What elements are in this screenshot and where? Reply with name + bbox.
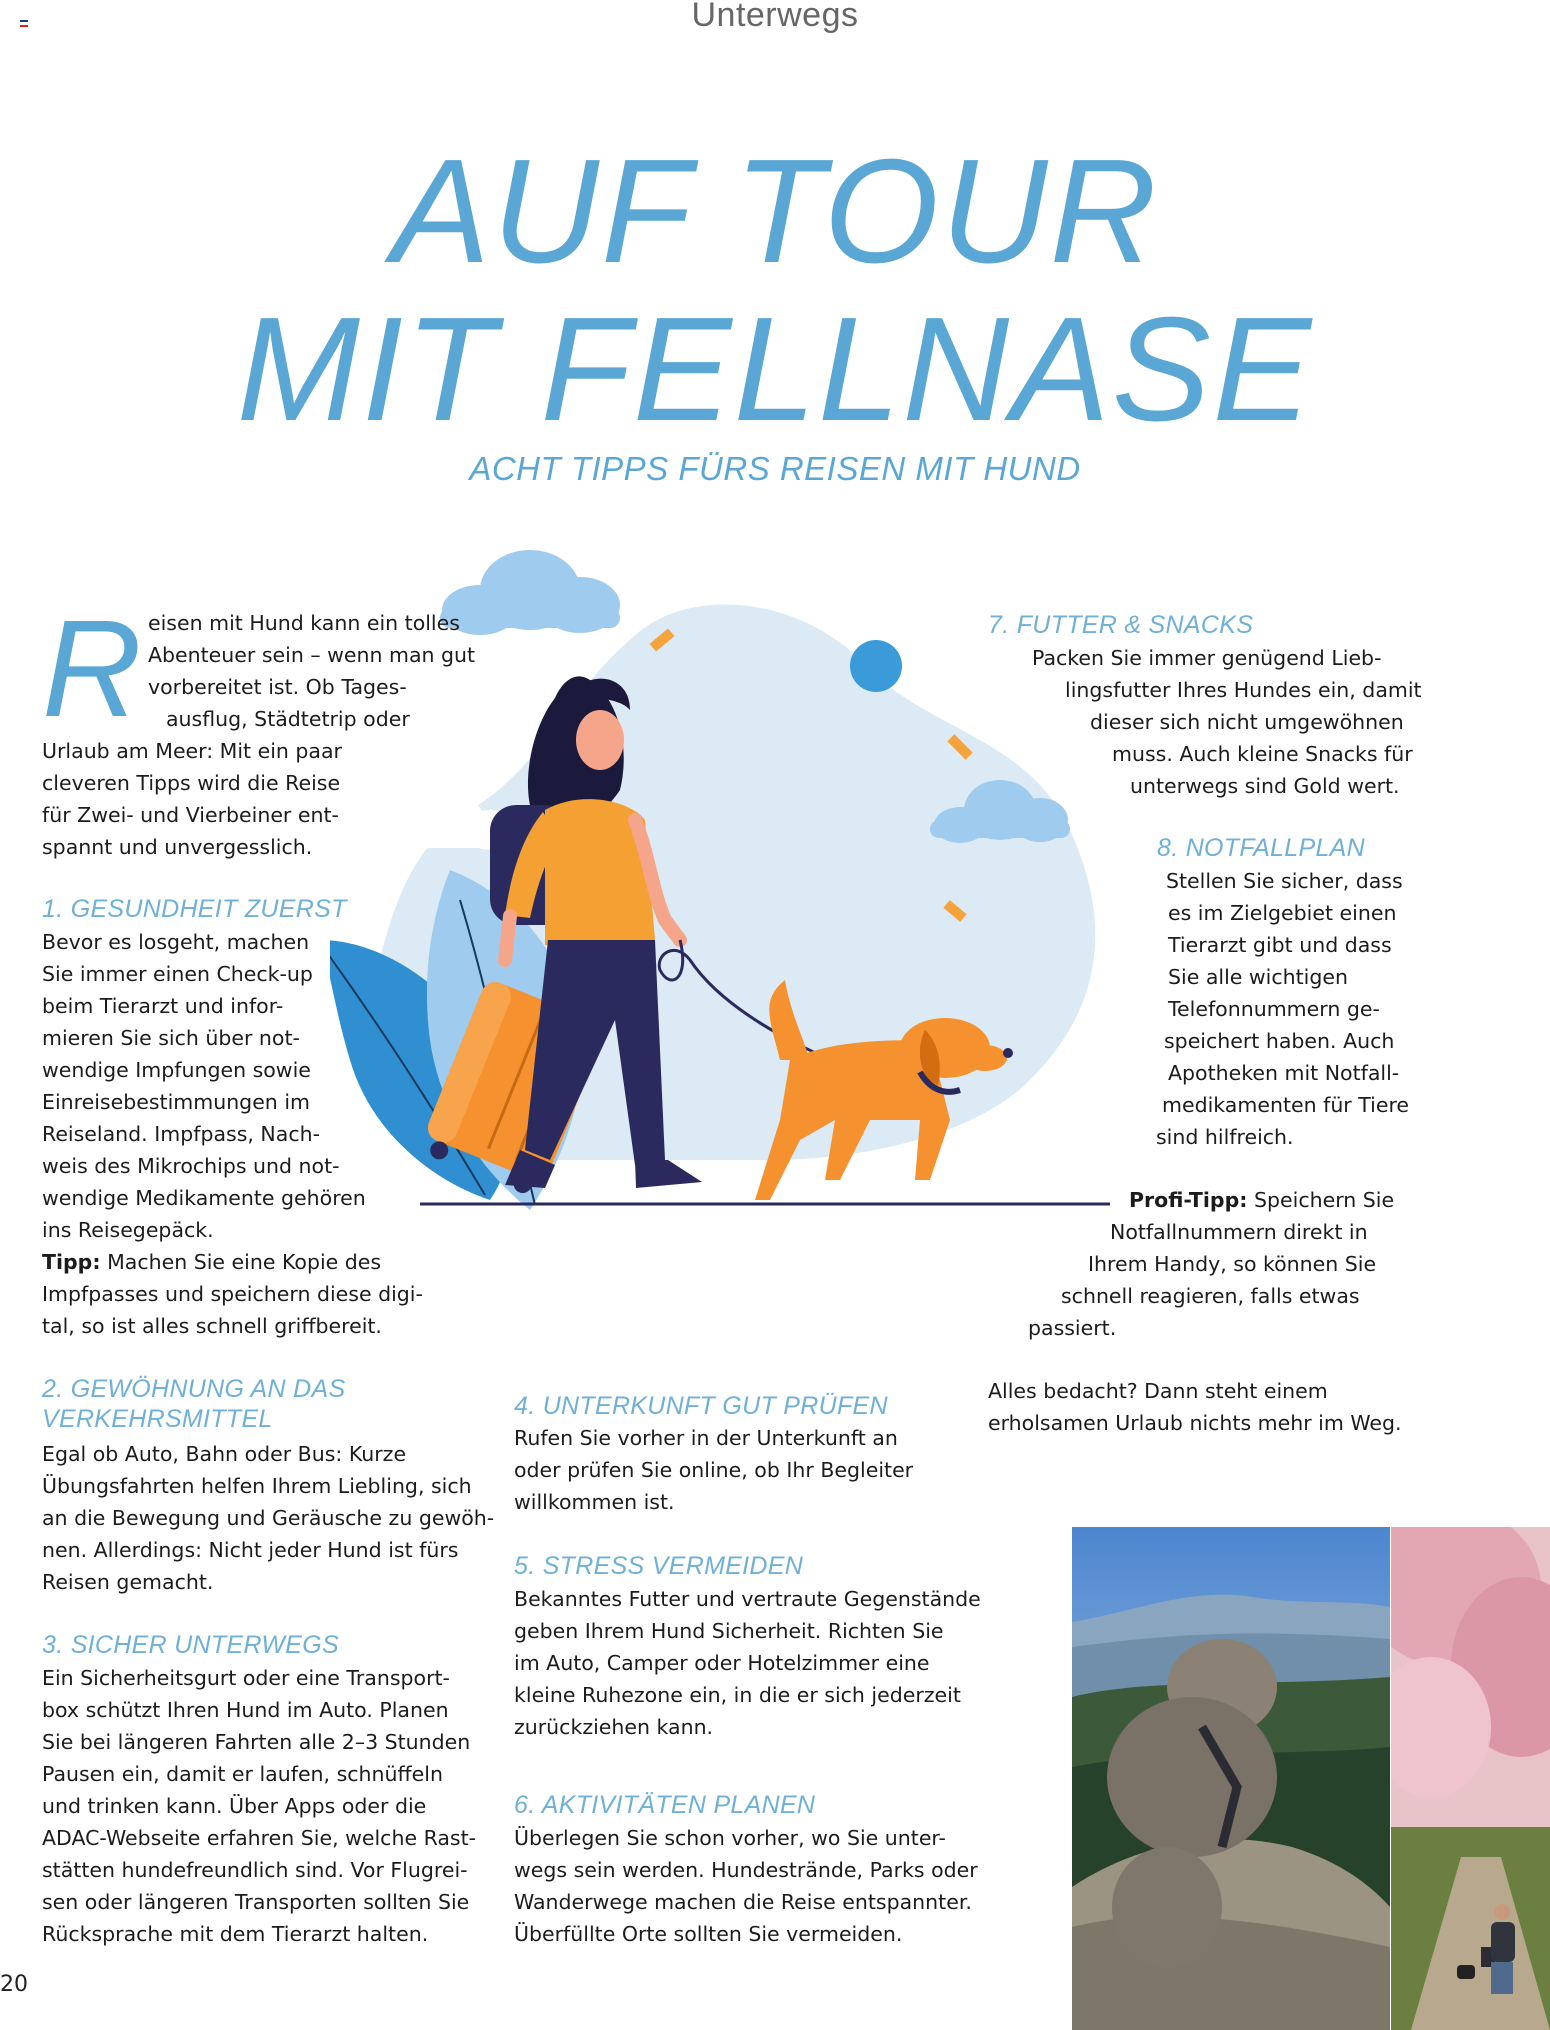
title-line-2: MIT FELLNASE xyxy=(236,287,1314,452)
tip-7-heading: 7. FUTTER & SNACKS xyxy=(988,611,1254,639)
tip-8-text: Stellen Sie sicher, dass es im Zielgebiet einen Tierarzt gibt und dass Sie alle wichtigen Telefonnummern ge- speichert haben. Auch Apotheken mit Notfall- medikamenten für Tiere sind hilfreich. xyxy=(1156,869,1410,1149)
tip-1-text: Bevor es losgeht, machen Sie immer einen Check-up beim Tierarzt und infor- mieren Sie sich über not- wendige Impfungen sowie Einreisebestimmungen im Reiseland. Impfpass, Nach- weis des Mikrochips und not- wendige Medikamente gehören ins Reisegepäck. Tipp: Machen Sie eine Kopie des Impfpasses und speichern diese digi- tal, so ist alles schnell griffbereit. xyxy=(42,930,423,1338)
photo-blossom-walk xyxy=(1391,1527,1550,2030)
profi-tipp: Profi-Tipp: Speichern Sie Notfallnummern direkt in Ihrem Handy, so können Sie schnell reagieren, falls etwas passiert. xyxy=(1028,1188,1395,1340)
tip-3-heading: 3. SICHER UNTERWEGS xyxy=(42,1631,339,1659)
tip-8-heading: 8. NOTFALLPLAN xyxy=(1157,834,1365,862)
tip-7-text: Packen Sie immer genügend Lieb- lingsfutter Ihres Hundes ein, damit dieser sich nicht umgewöhnen muss. Auch kleine Snacks für unterwegs sind Gold wert. xyxy=(1032,646,1422,798)
intro-lines-a: eisen mit Hund kann ein tolles Abenteuer sein – wenn man gut vorbereitet ist. Ob Tages- ausflug, Städtetrip oder xyxy=(148,611,476,731)
tip-2-text: Egal ob Auto, Bahn oder Bus: Kurze Übungsfahrten helfen Ihrem Liebling, sich an die Bewegung und Geräusche zu gewöh- nen. Allerdings: Nicht jeder Hund ist fürs Reisen gemacht. xyxy=(42,1442,495,1594)
tip-1-heading: 1. GESUNDHEIT ZUERST xyxy=(42,895,347,923)
sun xyxy=(850,640,902,692)
title-line-1: AUF TOUR xyxy=(391,129,1159,294)
tip-5-heading: 5. STRESS VERMEIDEN xyxy=(514,1552,804,1580)
page-number: 20 xyxy=(0,1972,28,1997)
drop-cap: R xyxy=(42,592,142,746)
tip-6-text: Überlegen Sie schon vorher, wo Sie unter- wegs sein werden. Hundestrände, Parks oder Wanderwege machen die Reise entspannter. Überfüllte Orte sollten Sie vermeiden. xyxy=(514,1826,978,1946)
tip-5-text: Bekanntes Futter und vertraute Gegenstände geben Ihrem Hund Sicherheit. Richten Sie im Auto, Camper oder Hotelzimmer eine kleine Ruhezone ein, in die er sich jederzeit zurückziehen kann. xyxy=(514,1587,981,1739)
tip-3-text: Ein Sicherheitsgurt oder eine Transport- box schützt Ihren Hund im Auto. Planen Sie bei längeren Fahrten alle 2–3 Stunden Pausen ein, damit er laufen, schnüffeln und trinken kann. Über Apps oder die ADAC-Webseite erfahren Sie, welche Rast- stätten hundefreundlich sind. Vor Flugrei- sen oder längeren Transporten sollten Sie Rücksprache mit dem Tierarzt halten. xyxy=(42,1666,477,1946)
closing-text: Alles bedacht? Dann steht einem erholsamen Urlaub nichts mehr im Weg. xyxy=(988,1379,1402,1435)
subtitle: ACHT TIPPS FÜRS REISEN MIT HUND xyxy=(469,450,1081,487)
photo-dog-mountain xyxy=(1072,1527,1390,2030)
tip-6-heading: 6. AKTIVITÄTEN PLANEN xyxy=(514,1791,816,1819)
section-label: Unterwegs xyxy=(691,0,859,34)
tip-4-text: Rufen Sie vorher in der Unterkunft an oder prüfen Sie online, ob Ihr Begleiter willkommen ist. xyxy=(514,1426,914,1514)
tip-2-heading: 2. GEWÖHNUNG AN DAS VERKEHRSMITTEL xyxy=(42,1375,346,1433)
tip-4-heading: 4. UNTERKUNFT GUT PRÜFEN xyxy=(514,1392,888,1420)
intro-lines-b: Urlaub am Meer: Mit ein paar cleveren Tipps wird die Reise für Zwei- und Vierbeiner ent- spannt und unvergesslich. xyxy=(42,739,342,859)
